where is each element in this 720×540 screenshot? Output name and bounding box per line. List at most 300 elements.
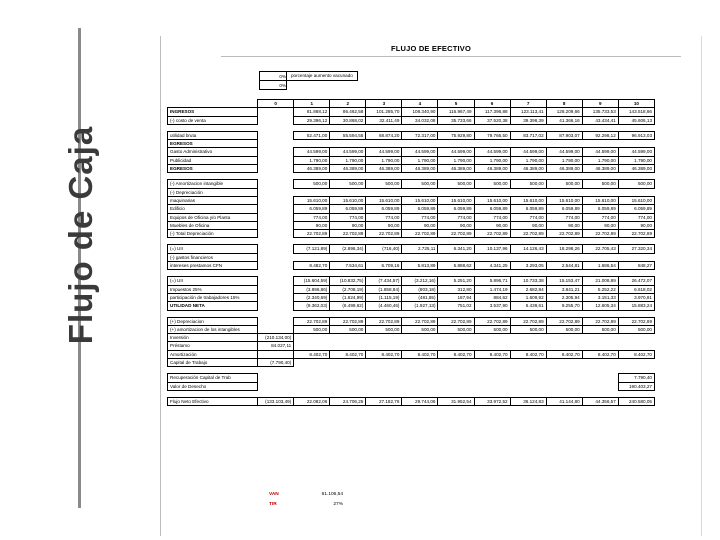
value-cell[interactable]: 8.402,70 [294, 350, 330, 358]
value-cell[interactable]: 15.610,00 [474, 196, 510, 204]
row-label-cell[interactable]: intereses prestamos CFN [168, 262, 258, 270]
value-cell[interactable]: 6.059,89 [294, 205, 330, 213]
value-cell[interactable] [474, 253, 510, 261]
value-cell[interactable]: 500,00 [294, 325, 330, 333]
value-cell[interactable] [258, 374, 294, 382]
value-cell[interactable]: 90,00 [510, 221, 546, 229]
value-cell[interactable] [366, 382, 402, 390]
value-cell[interactable] [438, 342, 474, 350]
year-header-cell[interactable]: 0 [258, 100, 294, 108]
value-cell[interactable]: 1.686,54 [582, 262, 618, 270]
value-cell[interactable] [330, 374, 366, 382]
value-cell[interactable]: 1.790,00 [474, 156, 510, 164]
value-cell[interactable] [546, 374, 582, 382]
value-cell[interactable] [546, 334, 582, 342]
value-cell[interactable]: (481,85) [402, 293, 438, 301]
value-cell[interactable]: 2.305,94 [546, 293, 582, 301]
value-cell[interactable]: 29.744,06 [402, 397, 438, 405]
value-cell[interactable] [366, 374, 402, 382]
row-label-cell[interactable]: EGRESOS [168, 165, 258, 173]
value-cell[interactable]: (6.499,62) [330, 302, 366, 310]
value-cell[interactable]: 500,00 [618, 180, 654, 188]
value-cell[interactable]: 90,00 [402, 221, 438, 229]
row-label-cell[interactable]: (-) costo de venta [168, 116, 258, 124]
value-cell[interactable]: 1.474,19 [474, 285, 510, 293]
row-label-cell[interactable]: Equipos de Oficina y/o Planta [168, 213, 258, 221]
value-cell[interactable]: 72.317,00 [402, 131, 438, 139]
value-cell[interactable] [366, 188, 402, 196]
value-cell[interactable]: 1.790,00 [546, 156, 582, 164]
value-cell[interactable] [438, 253, 474, 261]
value-cell[interactable] [294, 253, 330, 261]
value-cell[interactable] [258, 116, 294, 124]
value-cell[interactable] [402, 382, 438, 390]
value-cell[interactable] [294, 359, 330, 367]
value-cell[interactable]: 1.790,00 [582, 156, 618, 164]
row-label-cell[interactable]: Publicidad [168, 156, 258, 164]
value-cell[interactable] [618, 140, 654, 148]
row-label-cell[interactable]: Edificio [168, 205, 258, 213]
value-cell[interactable]: 3.537,90 [474, 302, 510, 310]
value-cell[interactable]: 22.702,89 [582, 230, 618, 238]
value-cell[interactable]: 44.599,00 [330, 148, 366, 156]
value-cell[interactable]: 44.599,00 [474, 148, 510, 156]
value-cell[interactable] [258, 230, 294, 238]
value-cell[interactable] [258, 382, 294, 390]
value-cell[interactable]: 500,00 [294, 180, 330, 188]
value-cell[interactable]: 22.702,89 [402, 230, 438, 238]
value-cell[interactable]: 500,00 [510, 325, 546, 333]
value-cell[interactable]: 30.868,02 [330, 116, 366, 124]
value-cell[interactable]: 86.462,58 [330, 108, 366, 116]
value-cell[interactable] [294, 342, 330, 350]
value-cell[interactable]: 500,00 [510, 180, 546, 188]
value-cell[interactable]: 44.599,00 [618, 148, 654, 156]
value-cell[interactable]: 92.298,12 [582, 131, 618, 139]
value-cell[interactable] [258, 302, 294, 310]
value-cell[interactable] [366, 253, 402, 261]
value-cell[interactable]: 848,27 [618, 262, 654, 270]
value-cell[interactable]: 500,00 [438, 180, 474, 188]
value-cell[interactable]: 751,02 [438, 302, 474, 310]
value-cell[interactable] [258, 285, 294, 293]
value-cell[interactable]: 90,00 [330, 221, 366, 229]
value-cell[interactable]: 12.605,34 [582, 302, 618, 310]
value-cell[interactable] [258, 325, 294, 333]
year-header-cell[interactable]: 10 [618, 100, 654, 108]
value-cell[interactable] [402, 334, 438, 342]
value-cell[interactable]: 3.293,05 [510, 262, 546, 270]
value-cell[interactable]: (4.460,46) [366, 302, 402, 310]
value-cell[interactable] [510, 374, 546, 382]
value-cell[interactable]: (15.604,59) [294, 277, 330, 285]
value-cell[interactable]: 10.733,38 [510, 277, 546, 285]
value-cell[interactable]: 22.702,89 [366, 317, 402, 325]
value-cell[interactable] [546, 359, 582, 367]
config-value-cell[interactable]: 0% [259, 71, 287, 81]
value-cell[interactable]: 22.702,89 [402, 317, 438, 325]
value-cell[interactable]: 128.209,66 [546, 108, 582, 116]
value-cell[interactable] [330, 188, 366, 196]
value-cell[interactable] [474, 334, 510, 342]
value-cell[interactable]: 6.059,89 [402, 205, 438, 213]
value-cell[interactable] [510, 342, 546, 350]
value-cell[interactable]: (133.103,49) [258, 397, 294, 405]
row-label-cell[interactable]: Recuperación Capital de Trab [168, 374, 258, 382]
row-label-cell[interactable]: (-) Total Depreciación [168, 230, 258, 238]
value-cell[interactable]: 774,00 [294, 213, 330, 221]
value-cell[interactable] [258, 245, 294, 253]
value-cell[interactable] [258, 131, 294, 139]
value-cell[interactable] [258, 108, 294, 116]
value-cell[interactable] [510, 334, 546, 342]
value-cell[interactable]: 41.366,16 [546, 116, 582, 124]
value-cell[interactable]: (1.858,84) [366, 285, 402, 293]
value-cell[interactable] [258, 262, 294, 270]
value-cell[interactable]: 44.599,00 [438, 148, 474, 156]
value-cell[interactable] [474, 140, 510, 148]
value-cell[interactable]: 1.790,00 [294, 156, 330, 164]
value-cell[interactable] [258, 277, 294, 285]
value-cell[interactable] [258, 188, 294, 196]
value-cell[interactable] [474, 359, 510, 367]
value-cell[interactable]: 44.599,00 [402, 148, 438, 156]
value-cell[interactable]: 87.903,07 [546, 131, 582, 139]
value-cell[interactable]: 5.251,20 [438, 277, 474, 285]
value-cell[interactable]: 774,00 [402, 213, 438, 221]
value-cell[interactable]: 500,00 [366, 180, 402, 188]
value-cell[interactable] [438, 374, 474, 382]
value-cell[interactable]: 22.702,89 [294, 317, 330, 325]
value-cell[interactable] [546, 140, 582, 148]
row-label-cell[interactable]: (=) UII [168, 245, 258, 253]
value-cell[interactable]: 36.124,83 [510, 397, 546, 405]
value-cell[interactable]: 15.610,00 [366, 196, 402, 204]
value-cell[interactable] [366, 359, 402, 367]
value-cell[interactable]: (3.896,86) [294, 285, 330, 293]
value-cell[interactable]: 21.008,89 [582, 277, 618, 285]
value-cell[interactable]: 8.402,70 [618, 350, 654, 358]
value-cell[interactable] [330, 253, 366, 261]
value-cell[interactable]: 6.439,61 [510, 302, 546, 310]
value-cell[interactable]: 500,00 [618, 325, 654, 333]
value-cell[interactable]: 37.520,38 [474, 116, 510, 124]
value-cell[interactable]: 44.599,00 [510, 148, 546, 156]
value-cell[interactable]: 75.929,80 [438, 131, 474, 139]
year-header-cell[interactable]: 2 [330, 100, 366, 108]
value-cell[interactable]: 15.153,47 [546, 277, 582, 285]
value-cell[interactable]: 4.341,25 [474, 262, 510, 270]
value-cell[interactable]: 22.082,06 [294, 397, 330, 405]
value-cell[interactable] [438, 382, 474, 390]
value-cell[interactable] [438, 188, 474, 196]
value-cell[interactable]: 312,80 [438, 285, 474, 293]
value-cell[interactable]: 15.610,00 [330, 196, 366, 204]
value-cell[interactable]: 774,00 [366, 213, 402, 221]
value-cell[interactable] [582, 382, 618, 390]
year-header-cell[interactable]: 1 [294, 100, 330, 108]
value-cell[interactable]: 1.609,92 [510, 293, 546, 301]
value-cell[interactable] [258, 213, 294, 221]
value-cell[interactable]: (716,40) [366, 245, 402, 253]
value-cell[interactable]: 22.702,89 [438, 317, 474, 325]
value-cell[interactable]: 774,00 [546, 213, 582, 221]
header-corner-cell[interactable] [168, 100, 258, 108]
row-label-cell[interactable]: Gasto Administrativo [168, 148, 258, 156]
value-cell[interactable]: (9.362,03) [294, 302, 330, 310]
value-cell[interactable]: 84.027,11 [258, 342, 294, 350]
value-cell[interactable]: 8.402,70 [330, 350, 366, 358]
value-cell[interactable]: 27.320,34 [618, 245, 654, 253]
value-cell[interactable] [618, 253, 654, 261]
year-header-cell[interactable]: 3 [366, 100, 402, 108]
value-cell[interactable]: 6.059,89 [510, 205, 546, 213]
value-cell[interactable]: 1.790,00 [438, 156, 474, 164]
value-cell[interactable] [510, 140, 546, 148]
value-cell[interactable]: 2.682,84 [510, 285, 546, 293]
value-cell[interactable]: 6.059,89 [366, 205, 402, 213]
value-cell[interactable]: 34.032,08 [402, 116, 438, 124]
row-label-cell[interactable]: Valor de Desecho [168, 382, 258, 390]
value-cell[interactable]: 22.702,89 [330, 317, 366, 325]
value-cell[interactable]: 8.402,70 [438, 350, 474, 358]
value-cell[interactable]: 6.059,89 [438, 205, 474, 213]
value-cell[interactable]: (3.212,16) [402, 277, 438, 285]
value-cell[interactable]: 90,00 [474, 221, 510, 229]
value-cell[interactable] [258, 317, 294, 325]
value-cell[interactable]: 68.874,20 [366, 131, 402, 139]
value-cell[interactable]: (210.134,00) [258, 334, 294, 342]
row-label-cell[interactable]: Muebles de Oficina [168, 221, 258, 229]
value-cell[interactable] [510, 359, 546, 367]
value-cell[interactable] [258, 180, 294, 188]
value-cell[interactable]: 5.813,89 [402, 262, 438, 270]
value-cell[interactable]: 52.471,00 [294, 131, 330, 139]
value-cell[interactable]: (7.121,89) [294, 245, 330, 253]
value-cell[interactable] [294, 382, 330, 390]
value-cell[interactable]: 8.402,70 [546, 350, 582, 358]
value-cell[interactable] [582, 140, 618, 148]
value-cell[interactable] [294, 140, 330, 148]
value-cell[interactable] [330, 342, 366, 350]
value-cell[interactable]: (1.115,19) [366, 293, 402, 301]
value-cell[interactable] [510, 382, 546, 390]
value-cell[interactable] [258, 221, 294, 229]
value-cell[interactable]: 22.702,89 [366, 230, 402, 238]
value-cell[interactable]: 55.594,55 [330, 131, 366, 139]
value-cell[interactable]: 15.610,00 [618, 196, 654, 204]
value-cell[interactable]: 90,00 [582, 221, 618, 229]
row-label-cell[interactable]: Capital de Trabajo [168, 359, 258, 367]
value-cell[interactable]: 44.599,00 [294, 148, 330, 156]
value-cell[interactable]: 3.841,21 [546, 285, 582, 293]
value-cell[interactable]: 43.434,41 [582, 116, 618, 124]
value-cell[interactable]: 46.389,00 [582, 165, 618, 173]
value-cell[interactable]: 90,00 [294, 221, 330, 229]
value-cell[interactable] [546, 342, 582, 350]
value-cell[interactable]: 22.702,89 [330, 230, 366, 238]
value-cell[interactable]: (1.624,99) [330, 293, 366, 301]
value-cell[interactable]: 9.255,70 [546, 302, 582, 310]
value-cell[interactable]: 500,00 [474, 325, 510, 333]
value-cell[interactable] [258, 253, 294, 261]
value-cell[interactable] [258, 205, 294, 213]
row-label-cell[interactable]: Impuestos 25% [168, 285, 258, 293]
value-cell[interactable]: 500,00 [402, 325, 438, 333]
value-cell[interactable]: (7.790,40) [258, 359, 294, 367]
value-cell[interactable]: 108.340,90 [402, 108, 438, 116]
row-label-cell[interactable]: Préstamo [168, 342, 258, 350]
value-cell[interactable]: 774,00 [330, 213, 366, 221]
value-cell[interactable] [474, 188, 510, 196]
value-cell[interactable] [402, 374, 438, 382]
year-header-cell[interactable]: 7 [510, 100, 546, 108]
value-cell[interactable]: 33.972,52 [474, 397, 510, 405]
value-cell[interactable]: 6.059,89 [330, 205, 366, 213]
value-cell[interactable]: 500,00 [402, 180, 438, 188]
value-cell[interactable] [330, 334, 366, 342]
value-cell[interactable] [474, 382, 510, 390]
value-cell[interactable]: 31.952,54 [438, 397, 474, 405]
value-cell[interactable] [474, 374, 510, 382]
value-cell[interactable]: 22.702,89 [474, 230, 510, 238]
row-label-cell[interactable]: utilidad bruta [168, 131, 258, 139]
value-cell[interactable]: 15.883,24 [618, 302, 654, 310]
value-cell[interactable]: 500,00 [366, 325, 402, 333]
value-cell[interactable]: 46.389,00 [474, 165, 510, 173]
value-cell[interactable]: 6.059,89 [474, 205, 510, 213]
row-label-cell[interactable]: Inversión [168, 334, 258, 342]
value-cell[interactable]: 22.702,89 [510, 317, 546, 325]
value-cell[interactable] [618, 342, 654, 350]
value-cell[interactable] [618, 359, 654, 367]
value-cell[interactable]: 135.733,53 [582, 108, 618, 116]
row-label-cell[interactable]: Flujo Neto Efectivo [168, 397, 258, 405]
value-cell[interactable]: 500,00 [582, 180, 618, 188]
value-cell[interactable] [258, 196, 294, 204]
value-cell[interactable]: 5.896,71 [474, 277, 510, 285]
year-header-cell[interactable]: 8 [546, 100, 582, 108]
value-cell[interactable]: 8.402,70 [582, 350, 618, 358]
value-cell[interactable] [402, 253, 438, 261]
value-cell[interactable]: 8.402,70 [510, 350, 546, 358]
value-cell[interactable]: (10.832,75) [330, 277, 366, 285]
value-cell[interactable]: 6.618,02 [618, 285, 654, 293]
value-cell[interactable]: 6.059,89 [546, 205, 582, 213]
value-cell[interactable]: 3.970,81 [618, 293, 654, 301]
value-cell[interactable]: 774,00 [474, 213, 510, 221]
value-cell[interactable]: 44.599,00 [546, 148, 582, 156]
value-cell[interactable] [330, 382, 366, 390]
value-cell[interactable] [258, 165, 294, 173]
year-header-cell[interactable]: 9 [582, 100, 618, 108]
value-cell[interactable] [546, 188, 582, 196]
value-cell[interactable] [546, 382, 582, 390]
value-cell[interactable] [582, 253, 618, 261]
value-cell[interactable]: 14.126,43 [510, 245, 546, 253]
value-cell[interactable]: 15.610,00 [546, 196, 582, 204]
value-cell[interactable]: 7.790,40 [618, 374, 654, 382]
value-cell[interactable]: 1.790,00 [330, 156, 366, 164]
value-cell[interactable]: 81.868,12 [294, 108, 330, 116]
value-cell[interactable]: 90,00 [438, 221, 474, 229]
value-cell[interactable]: 46.389,00 [330, 165, 366, 173]
value-cell[interactable] [582, 359, 618, 367]
value-cell[interactable]: 1.790,00 [618, 156, 654, 164]
value-cell[interactable]: 44.599,00 [582, 148, 618, 156]
value-cell[interactable]: 22.702,89 [546, 317, 582, 325]
value-cell[interactable]: 1.790,00 [366, 156, 402, 164]
value-cell[interactable]: 240.580,05 [618, 397, 654, 405]
value-cell[interactable]: (7.434,57) [366, 277, 402, 285]
value-cell[interactable]: 500,00 [330, 180, 366, 188]
value-cell[interactable]: 500,00 [330, 325, 366, 333]
value-cell[interactable]: 774,00 [582, 213, 618, 221]
value-cell[interactable]: 46.389,00 [546, 165, 582, 173]
value-cell[interactable] [366, 334, 402, 342]
value-cell[interactable]: 2.544,81 [546, 262, 582, 270]
value-cell[interactable]: 29.396,12 [294, 116, 330, 124]
value-cell[interactable]: 46.389,00 [438, 165, 474, 173]
value-cell[interactable]: 500,00 [582, 325, 618, 333]
value-cell[interactable]: 500,00 [438, 325, 474, 333]
value-cell[interactable]: 6.709,16 [366, 262, 402, 270]
row-label-cell[interactable]: participación de trabajadores 15% [168, 293, 258, 301]
value-cell[interactable]: 1.790,00 [510, 156, 546, 164]
value-cell[interactable]: 8.402,70 [402, 350, 438, 358]
value-cell[interactable] [438, 140, 474, 148]
value-cell[interactable]: 500,00 [546, 180, 582, 188]
value-cell[interactable] [258, 156, 294, 164]
value-cell[interactable]: 101.285,70 [366, 108, 402, 116]
value-cell[interactable]: (2.340,69) [294, 293, 330, 301]
value-cell[interactable]: (2.708,19) [330, 285, 366, 293]
value-cell[interactable]: 190.403,27 [618, 382, 654, 390]
value-cell[interactable]: 22.705,43 [582, 245, 618, 253]
value-cell[interactable] [582, 342, 618, 350]
value-cell[interactable] [366, 140, 402, 148]
value-cell[interactable]: 2.725,11 [402, 245, 438, 253]
value-cell[interactable] [582, 334, 618, 342]
value-cell[interactable]: 15.610,00 [438, 196, 474, 204]
value-cell[interactable]: 774,00 [438, 213, 474, 221]
value-cell[interactable] [402, 359, 438, 367]
value-cell[interactable] [330, 140, 366, 148]
value-cell[interactable]: 90,00 [618, 221, 654, 229]
value-cell[interactable]: 6.341,20 [438, 245, 474, 253]
value-cell[interactable]: 774,00 [510, 213, 546, 221]
value-cell[interactable]: 46.389,00 [402, 165, 438, 173]
value-cell[interactable]: 15.610,00 [582, 196, 618, 204]
value-cell[interactable]: 39.396,39 [510, 116, 546, 124]
value-cell[interactable]: 123.113,41 [510, 108, 546, 116]
value-cell[interactable]: 22.702,89 [618, 317, 654, 325]
value-cell[interactable]: 15.610,00 [294, 196, 330, 204]
row-label-cell[interactable]: EGRESOS [168, 140, 258, 148]
value-cell[interactable]: 15.610,00 [510, 196, 546, 204]
value-cell[interactable]: 46.389,00 [366, 165, 402, 173]
value-cell[interactable]: 90,00 [366, 221, 402, 229]
value-cell[interactable] [510, 253, 546, 261]
value-cell[interactable]: 46.389,00 [510, 165, 546, 173]
row-label-cell[interactable]: (-) Depreciación [168, 188, 258, 196]
row-label-cell[interactable]: maquinarias [168, 196, 258, 204]
value-cell[interactable]: 46.389,00 [618, 165, 654, 173]
value-cell[interactable] [546, 253, 582, 261]
value-cell[interactable]: 44.599,00 [366, 148, 402, 156]
row-label-cell[interactable]: (-) Amortizacion intangible [168, 180, 258, 188]
value-cell[interactable]: 10.137,96 [474, 245, 510, 253]
